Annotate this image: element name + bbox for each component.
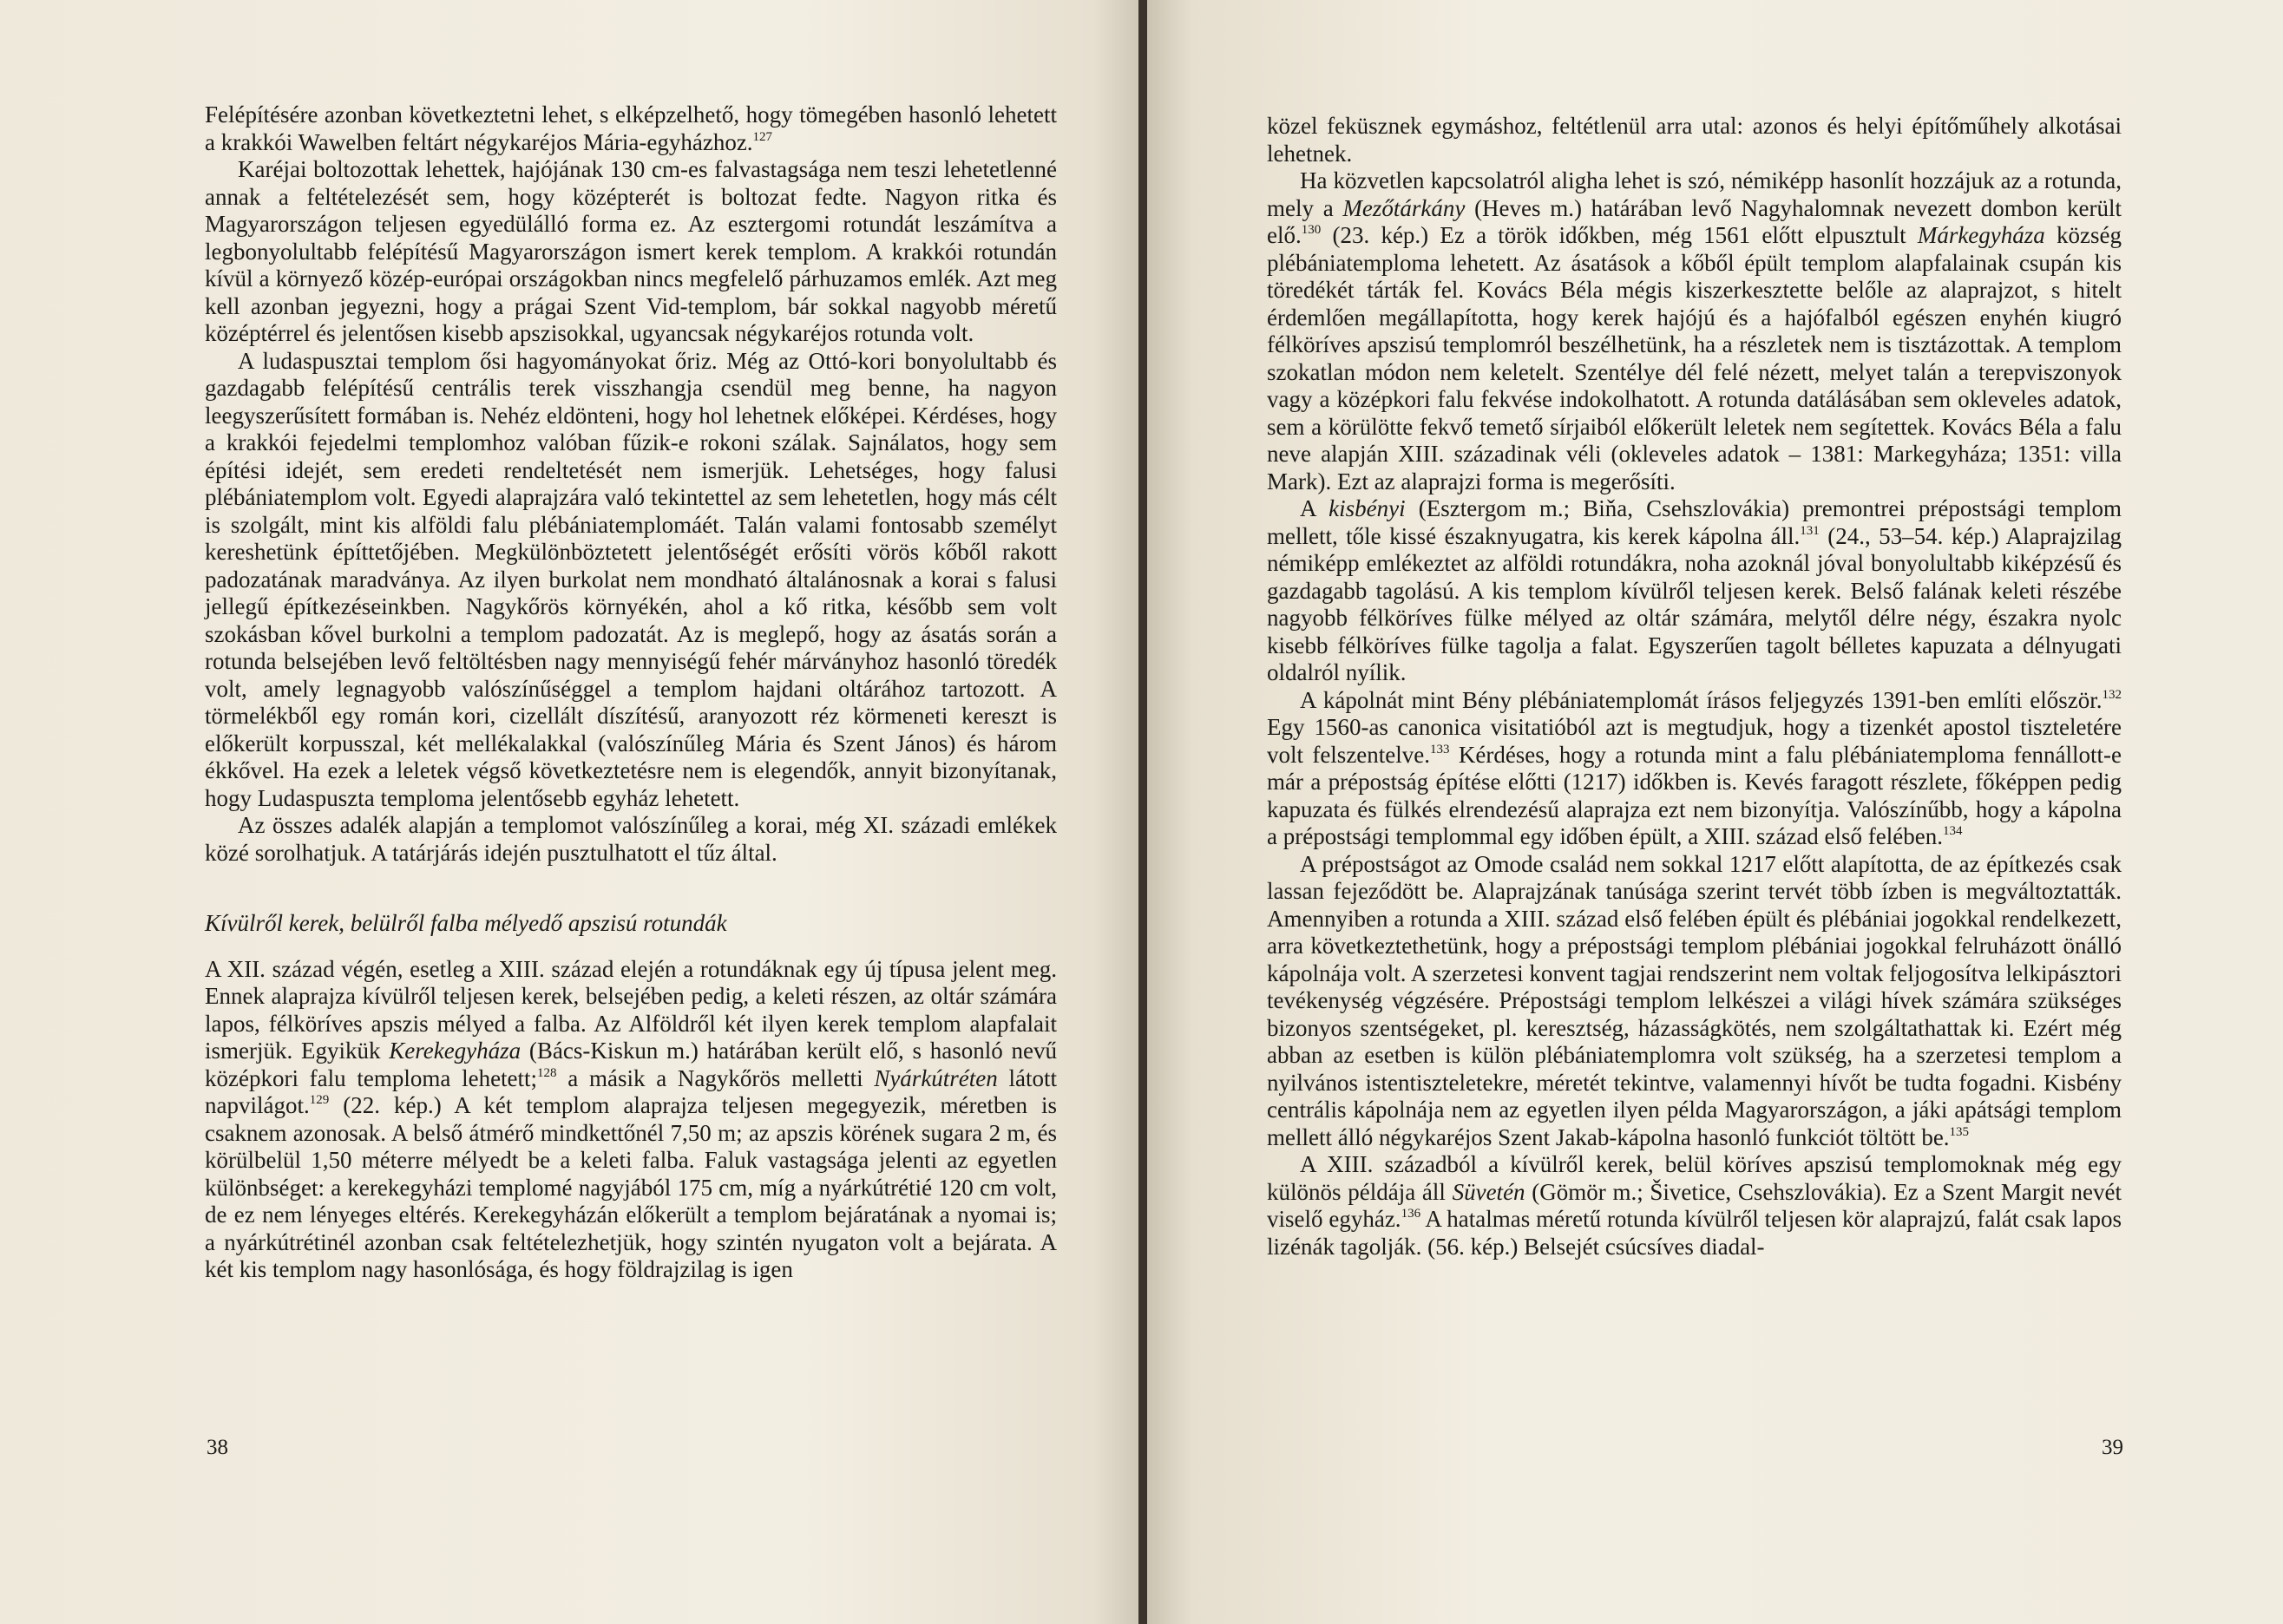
paragraph: Felépítésére azonban következtetni lehet, s elképzelhető, hogy tömegében hasonló lehetett a krakkói Wawelben feltárt négykaréjos Mária-egyházhoz.$^{127}$ [205, 102, 1057, 155]
right-page-text [1267, 113, 2122, 1261]
left-page [0, 0, 1138, 1624]
page-number: 39 [2102, 1436, 2123, 1459]
paragraph: A kisbényi (Esztergom m.; Biňa, Csehszlovákia) premontrei prépostsági templom mellett, tőle kissé északnyugatra, kis kerek kápolna áll.$^{131}$ (24., 53–54. kép.) Alaprajzilag némiképp emlékeztet az alföldi rotundákra, noha azoknál jóval bonyolultabb kiképzésű és gazdagabb tagolású. A kis templom kívülről teljesen kerek. Belső falának keleti részébe nagyobb félköríves fülke mélyed az oltár számára, melytől délre négy, északra nyolc kisebb félköríves fülke tagolja a falat. Egyszerűen tagolt bélletes kapuzata a délnyugati oldalról nyílik. [1267, 495, 2122, 685]
paragraph: közel feküsznek egymáshoz, feltétlenül arra utal: azonos és helyi építőműhely alkotásai lehetnek. [1267, 113, 2122, 167]
book-gutter [1138, 0, 1147, 1624]
left-page-text [205, 102, 1057, 1284]
right-page [1147, 0, 2283, 1624]
page-number: 38 [207, 1436, 228, 1459]
paragraph: A kápolnát mint Bény plébániatemplomát írásos feljegyzés 1391-ben említi először.$^{132}$ Egy 1560-as canonica visitatióból azt is megtudjuk, hogy a tizenkét apostol tiszteletére volt felszentelve.$^{133}$ Kérdéses, hogy a rotunda mint a falu plébániatemploma fennállott-e már a prépostság építése előtti (1217) időkben is. Kevés faragott részlete, főképpen pedig kapuzata és fülkés elrendezésű alaprajza ezt nem bizonyítja. Valószínűbb, hogy a kápolna a prépostsági templommal egy időben épült, a XIII. század első felében.$^{134}$ [1267, 686, 2122, 849]
paragraph: Ha közvetlen kapcsolatról aligha lehet is szó, némiképp hasonlít hozzájuk az a rotunda, mely a Mezőtárkány (Heves m.) határában levő Nagyhalomnak nevezett dombon került elő.$^{130}$ (23. kép.) Ez a török időkben, még 1561 előtt elpusztult Márkegyháza község plébániatemploma lehetett. Az ásatások a kőből épült templom alapfalainak csupán kis töredékét tárták fel. Kovács Béla mégis kiszerkesztette belőle az alaprajzot, s hitelt érdemlően megállapította, hogy kerek hajójú és a hajófalból egészen enyhén kiugró félköríves apszisú templomról beszélhetünk, ha a részletek nem is tisztázottak. A templom szokatlan módon nem keletelt. Szentélye dél felé nézett, melyet talán a terepviszonyok vagy a középkori falu fekvése indokolhatott. A rotunda datálásában sem okleveles adatok, sem a körülötte fekvő temető sírjaiból előkerült leletek nem segítettek. Kovács Béla a falu neve alapján XIII. századinak véli (okleveles adatok – 1381: Markegyháza; 1351: villa Mark). Ezt az alaprajzi forma is megerősíti. [1267, 167, 2122, 494]
paragraph: A ludaspusztai templom ősi hagyományokat őriz. Még az Ottó-kori bonyolultabb és gazdagabb felépítésű centrális terek visszhangja csendül meg benne, ha nagyon leegyszerűsített formában is. Nehéz eldönteni, hogy hol lehetnek előképei. Kérdéses, hogy a krakkói fejedelmi templomhoz valóban fűzik-e rokoni szálak. Sajnálatos, hogy sem építési idejét, sem eredeti rendeltetését nem ismerjük. Lehetséges, hogy falusi plébániatemplom volt. Egyedi alaprajzára való tekintettel az sem lehetetlen, hogy más célt is szolgált, mint kis alföldi falu plébániatemplomáét. Talán valami fontosabb személyt kereshetünk építtetőjében. Megkülönböztetett jelentőségét erősíti vörös kőből rakott padozatának maradványa. Az ilyen burkolat nem mondható általánosnak a korai s falusi jellegű építkezéseinkben. Nagykőrös környékén, ahol a kő ritka, később sem volt szokásban kővel burkolni a templom padozatát. Az is meglepő, hogy az ásatás során a rotunda belsejében levő feltöltésben nagy mennyiségű fehér márványhoz hasonló töredék volt, amely legnagyobb valószínűséggel a templom hajdani oltárához tartozott. A törmelékből egy román kori, cizellált díszítésű, aranyozott réz körmeneti kereszt is előkerült korpusszal, két mellékalakkal (valószínűleg Mária és Szent János) és három ékkővel. Ha ezek a leletek végső következtetésre nem is elegendők, annyit bizonyítanak, hogy Ludaspuszta temploma jelentősebb egyház lehetett. [205, 347, 1057, 811]
paragraph: A XII. század végén, esetleg a XIII. század elején a rotundáknak egy új típusa jelent meg. Ennek alaprajza kívülről teljesen kerek, belsejében pedig, a keleti részen, az oltár számára lapos, félköríves apszis mélyed a falba. Az Alföldről két ilyen kerek templom alapfalait ismerjük. Egyikük Kerekegyháza (Bács-Kiskun m.) határában került elő, s hasonló nevű középkori falu temploma lehetett;$^{128}$ a másik a Nagykőrös melletti Nyárkútréten látott napvilágot.$^{129}$ (22. kép.) A két templom alaprajza teljesen megegyezik, méretben is csaknem azonosak. A belső átmérő mindkettőnél 7,50 m; az apszis körének sugara 2 m, és körülbelül 1,50 méterre mélyedt be a keleti falba. Faluk vastagsága jelenti az egyetlen különbséget: a kerekegyházi templomé nagyjából 175 cm, míg a nyárkútrétié 120 cm volt, de ez nem lényeges eltérés. Kerekegyházán előkerült a templom bejáratának a nyomai is; a nyárkútrétinél azonban csak feltételezhetjük, hogy szintén nyugaton volt a bejárata. A két kis templom nagy hasonlósága, és hogy földrajzilag is igen [205, 955, 1058, 1282]
paragraph: Karéjai boltozottak lehettek, hajójának 130 cm-es falvastagsága nem teszi lehetetlenné annak a feltételezését sem, hogy középterét is boltozat fedte. Nagyon ritka és Magyarországon teljesen egyedülálló forma ez. Az esztergomi rotundát leszámítva a legbonyolultabb felépítésű Magyarországon ismert kerek templom. A krakkói rotundán kívül a környező közép-európai országokban nincs megfelelő párhuzamos emlék. Azt meg kell azonban jegyezni, hogy a prágai Szent Vid-templom, bár sokkal nagyobb méretű középtérrel és jelentősen kisebb apszisokkal, ugyancsak négykaréjos rotunda volt. [205, 156, 1057, 346]
section-heading: Kívülről kerek, belülről falba mélyedő apszisú rotundák [205, 910, 727, 936]
paragraph: A XIII. századból a kívülről kerek, belül köríves apszisú templomoknak még egy különös példája áll Süvetén (Gömör m.; Šivetice, Csehszlovákia). Ez a Szent Margit nevét viselő egyház.$^{136}$ A hatalmas méretű rotunda kívülről teljesen kör alaprajzú, falát csak lapos lizénák tagolják. (56. kép.) Belsejét csúcsíves diadal- [1267, 1151, 2122, 1260]
paragraph: A prépostságot az Omode család nem sokkal 1217 előtt alapította, de az építkezés csak lassan fejeződött be. Alaprajzának tanúsága szerint tervét több ízben is megváltoztatták. Amennyiben a rotunda a XIII. század első felében épült és plébániai jogokkal rendelkezett, arra következtethetünk, hogy a prépostsági templom plébániai jogokkal felruházott önálló kápolnája volt. A szerzetesi konvent tagjai rendszerint nem voltak feljogosítva lelkipásztori tevékenység végzésére. Prépostsági templom lelkészei a világi hívek számára szükséges bizonyos szentségeket, pl. keresztség, házasságkötés, nem szolgáltathattak ki. Ezért még abban az esetben is külön plébániatemplomra volt szükség, ha a szerzetesi templom a nyilvános istentiszteletekre, méretét tekintve, valamennyi hívőt be tudta fogadni. Kisbény centrális kápolnája nem az egyetlen ilyen példa Magyarországon, a jáki apátsági templom mellett álló négykaréjos Szent Jakab-kápolna hasonló funkciót töltött be.$^{135}$ [1267, 850, 2122, 1150]
paragraph: Az összes adalék alapján a templomot valószínűleg a korai, még XI. századi emlékek közé sorolhatjuk. A tatárjárás idején pusztulhatott el tűz által. [205, 812, 1057, 866]
